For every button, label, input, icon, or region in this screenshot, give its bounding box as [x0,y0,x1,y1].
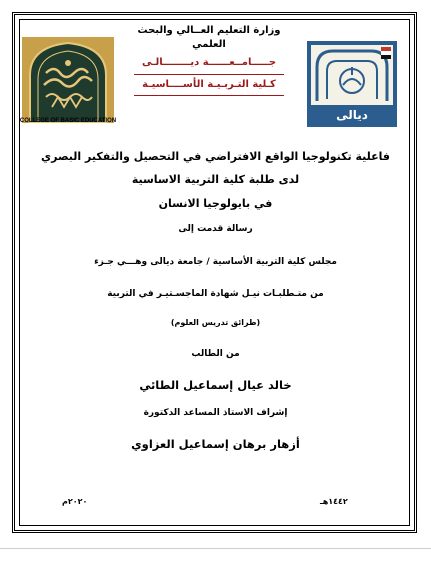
thesis-title-line-3: في بايولوجيا الانسان [158,197,273,210]
gregorian-date: ٢٠٢٠م [62,497,88,506]
submitted-line: رسالة قدمت إلى [178,224,253,234]
student-label: من الطالب [191,349,240,359]
council-line: مجلس كلية التربية الأساسية / جامعة ديالى وهـــي جـزء [94,257,337,267]
college-logo [22,37,114,129]
college-emblem-icon [22,37,114,123]
supervision-label: إشراف الاستاذ المساعد الدكتورة [143,408,288,418]
student-name: خالد عيال إسماعيل الطائي [139,378,292,392]
specialty-line: (طرائق تدريس العلوم) [170,318,261,327]
university-label: جـــــامــعــــــة ديــــــــالـى [134,52,284,75]
university-logo-text: ديالى [336,108,368,122]
thesis-title-line-2: لدى طلبة كلية التربية الاساسية [131,173,300,186]
hijri-date: ١٤٤٢هـ [320,497,348,506]
header-block [124,24,294,96]
ministry-line: وزارة التعليم العــالي والبحث العلمي [137,25,281,50]
college-line [124,75,294,96]
university-logo [307,41,397,127]
page-bottom-divider [0,548,431,549]
requirement-line: من متـطلبـات نيـل شهادة الماجسـتيـر في التربية [107,289,324,299]
university-emblem-icon [307,41,397,127]
supervisor-name: أزهار برهان إسماعيل العزاوي [131,437,300,451]
college-logo-caption: COLLEGE OF BASIC EDUCATION [19,118,117,124]
thesis-title-line-1: فاعلية تكنولوجيا الواقع الافتراضي في التحصيل والتفكير البصري [41,150,390,163]
college-label: كـلية التـربـيـة الأســــاسيـة [134,75,284,96]
university-line [124,52,294,75]
